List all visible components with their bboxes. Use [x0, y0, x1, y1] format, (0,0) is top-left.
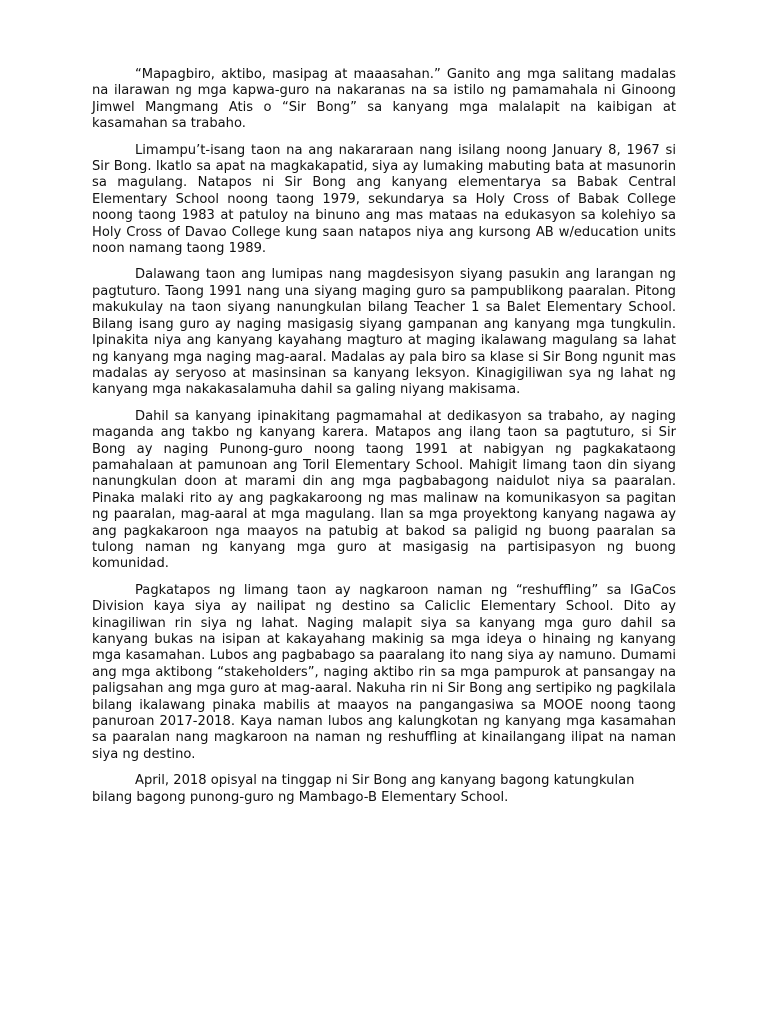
paragraph-1: “Mapagbiro, aktibo, masipag at maaasahan.” Ganito ang mga salitang madalas na ilarawan ng mga kapwa-guro na nakaranas na sa istilo ng pamamahala ni Ginoong Jimwel Mangmang Atis o “Sir Bong” sa kanyang mga malalapit na kaibigan at kasamahan sa trabaho.: [92, 67, 676, 132]
document-page: [92, 67, 676, 816]
paragraph-2: Limampu’t-isang taon na ang nakararaan nang isilang noong January 8, 1967 si Sir Bong. Ikatlo sa apat na magkakapatid, siya ay lumaking mabuting bata at masunorin sa magulang. Natapos ni Sir Bong ang kanyang elementarya sa Babak Central Elementary School noong taong 1979, sekundarya sa Holy Cross of Babak College noong taong 1983 at patuloy na binuno ang mas mataas na edukasyon sa kolehiyo sa Holy Cross of Davao College kung saan natapos niya ang kursong AB w/education units noon namang taong 1989.: [92, 142, 676, 257]
paragraph-4: Dahil sa kanyang ipinakitang pagmamahal at dedikasyon sa trabaho, ay naging maganda ang takbo ng kanyang karera. Matapos ang ilang taon sa pagtuturo, si Sir Bong ay naging Punong-guro noong taong 1991 at nabigyan ng pagkakataong pamahalaan at pamunoan ang Toril Elementary School. Mahigit limang taon din siyang nanungkulan doon at marami din ang mga pagbabagong naidulot niya sa paaralan. Pinaka malaki rito ay ang pagkakaroong ng mas malinaw na komunikasyon sa pagitan ng paaralan, mag-aaral at mga magulang. Ilan sa mga proyektong kanyang nagawa ay ang pagkakaroon nga maayos na patubig at bakod sa paligid ng buong paaralan sa tulong naman ng kanyang mga guro at masigasig na partisipasyon ng buong komunidad.: [92, 408, 676, 572]
paragraph-6: April, 2018 opisyal na tinggap ni Sir Bong ang kanyang bagong katungkulan bilang bagong punong-guro ng Mambago-B Elementary School.: [92, 773, 635, 805]
paragraph-3: Dalawang taon ang lumipas nang magdesisyon siyang pasukin ang larangan ng pagtuturo. Taong 1991 nang una siyang maging guro sa pampublikong paaralan. Pitong makukulay na taon siyang nanungkulan bilang Teacher 1 sa Balet Elementary School. Bilang isang guro ay naging masigasig siyang gampanan ang kanyang mga tungkulin. Ipinakita niya ang kanyang kayahang magturo at maging ikalawang magulang sa lahat ng kanyang mga naging mag-aaral. Madalas ay pala biro sa klase si Sir Bong ngunit mas madalas ay seryoso at masinsinan sa kanyang leksyon. Kinagigiliwan sya ng lahat ng kanyang mga nakakasalamuha dahil sa galing niyang makisama.: [92, 267, 676, 398]
paragraph-5: Pagkatapos ng limang taon ay nagkaroon naman ng “reshuffling” sa IGaCos Division kaya siya ay nailipat ng destino sa Caliclic Elementary School. Dito ay kinagiliwan rin siya ng lahat. Naging malapit siya sa kanyang mga guro dahil sa kanyang bukas na isipan at kakayahang makinig sa mga ideya o hinaing ng kanyang mga kasamahan. Lubos ang pagbabago sa paaralang ito nang siya ay namuno. Dumami ang mga aktibong “stakeholders”, naging aktibo rin sa mga pampurok at pansangay na paligsahan ang mga guro at mag-aaral. Nakuha rin ni Sir Bong ang sertipiko ng pagkilala bilang ikalawang pinaka mabilis at maayos na pangangasiwa sa MOOE noong taong panuroan 2017-2018. Kaya naman lubos ang kalungkotan ng kanyang mga kasamahan sa paaralan nang magkaroon na naman ng reshuffling at kinailangang ilipat na naman siya ng destino.: [92, 582, 676, 762]
